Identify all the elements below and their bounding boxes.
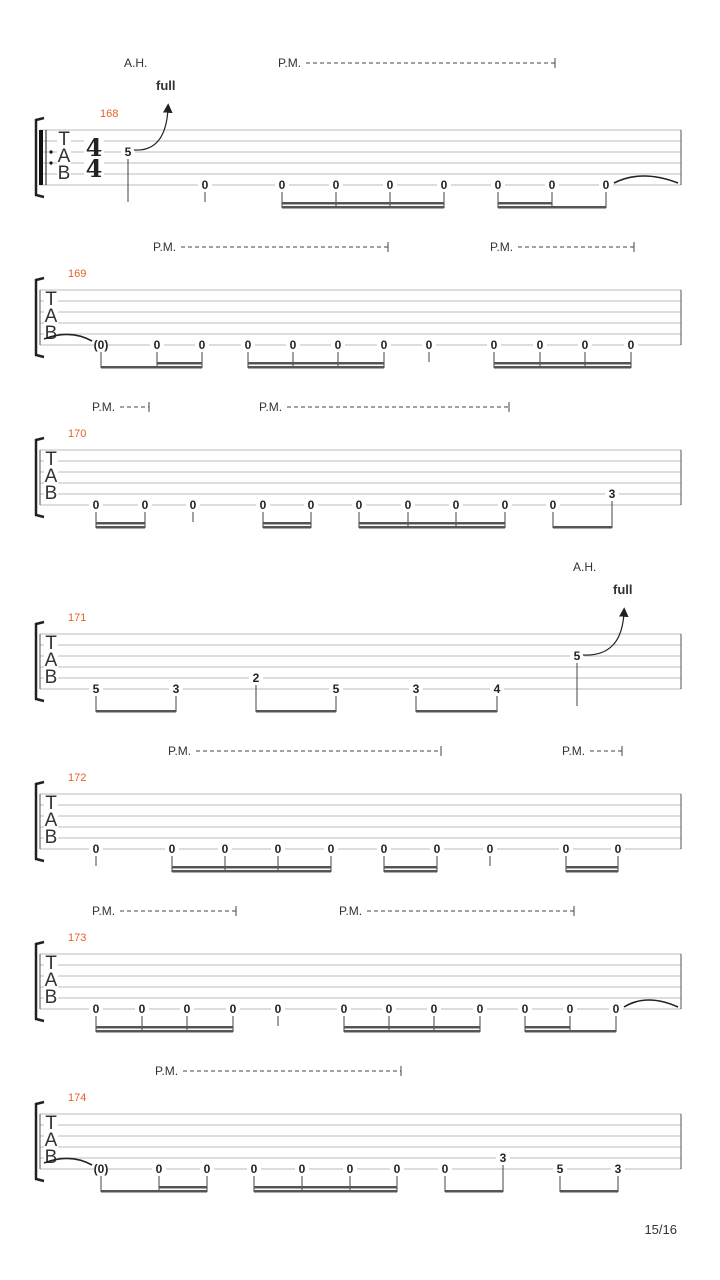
beam-primary — [248, 366, 384, 369]
beam-secondary — [172, 866, 331, 869]
tab-system-174 — [36, 1064, 681, 1193]
beam-primary — [172, 870, 331, 873]
tab-clef-letter: A — [44, 306, 58, 327]
fret-number: 5 — [332, 682, 340, 696]
tie-out-arc — [624, 1000, 678, 1007]
fret-number: 0 — [307, 498, 315, 512]
beam-secondary — [282, 202, 444, 205]
beam-primary — [494, 366, 631, 369]
fret-number: 0 — [189, 498, 197, 512]
beam-primary — [96, 526, 145, 529]
fret-number: 2 — [252, 671, 260, 685]
fret-number: 0 — [536, 338, 544, 352]
tab-clef-letter: B — [44, 827, 58, 848]
fret-number: 0 — [581, 338, 589, 352]
palm-mute-label: P.M. — [155, 1064, 179, 1078]
fret-number: 0 — [259, 498, 267, 512]
fret-number: 0 — [566, 1002, 574, 1016]
beam-secondary — [96, 1026, 233, 1029]
palm-mute-label: P.M. — [168, 744, 192, 758]
beam-secondary — [248, 362, 384, 365]
bend-amount-label: full — [156, 78, 176, 93]
tab-clef-letter: B — [44, 667, 58, 688]
fret-number: 0 — [168, 842, 176, 856]
fret-number: 0 — [430, 1002, 438, 1016]
repeat-thick-bar — [39, 130, 43, 185]
fret-number: 0 — [278, 178, 286, 192]
fret-number: 0 — [433, 842, 441, 856]
fret-number: 0 — [393, 1162, 401, 1176]
tab-clef-letter: A — [44, 1130, 58, 1151]
fret-number: 0 — [440, 178, 448, 192]
beam-secondary — [96, 522, 145, 525]
fret-number: 0 — [332, 178, 340, 192]
artificial-harmonic-label: A.H. — [573, 560, 597, 574]
fret-number: 0 — [562, 842, 570, 856]
beam-secondary — [494, 362, 631, 365]
fret-number: 0 — [92, 1002, 100, 1016]
fret-number: 0 — [380, 842, 388, 856]
beam-secondary — [263, 522, 311, 525]
fret-number: 3 — [172, 682, 180, 696]
fret-number: 0 — [289, 338, 297, 352]
beam-primary — [525, 1030, 570, 1033]
fret-number: 0 — [201, 178, 209, 192]
fret-number: 3 — [412, 682, 420, 696]
tab-system-172 — [36, 744, 681, 873]
tab-clef-letter: T — [45, 793, 57, 814]
fret-number: 0 — [221, 842, 229, 856]
page-number: 15/16 — [644, 1222, 677, 1237]
palm-mute-label: P.M. — [562, 744, 586, 758]
beam-secondary — [525, 1026, 570, 1029]
fret-number: 0 — [203, 1162, 211, 1176]
beam-primary — [560, 1190, 618, 1193]
tab-system-171 — [36, 560, 681, 713]
fret-number: 0 — [250, 1162, 258, 1176]
tab-clef-letter: A — [44, 970, 58, 991]
fret-number: 0 — [92, 842, 100, 856]
beam-secondary — [498, 202, 552, 205]
bend-amount-label: full — [613, 582, 633, 597]
fret-number: 0 — [486, 842, 494, 856]
fret-number: 0 — [340, 1002, 348, 1016]
beam-primary — [282, 206, 444, 209]
measure-number: 172 — [68, 772, 87, 784]
beam-secondary — [384, 866, 437, 869]
tab-clef-letter: T — [45, 633, 57, 654]
fret-number: 0 — [602, 178, 610, 192]
fret-number: 5 — [556, 1162, 564, 1176]
tab-clef-letter: A — [44, 650, 58, 671]
beam-primary — [566, 870, 618, 873]
beam-primary — [157, 366, 202, 369]
beam-primary — [384, 870, 437, 873]
fret-number: 0 — [334, 338, 342, 352]
tab-clef-letter: T — [45, 1113, 57, 1134]
measure-number: 173 — [68, 932, 87, 944]
fret-number: 3 — [614, 1162, 622, 1176]
fret-number: 0 — [452, 498, 460, 512]
time-signature-bottom: 4 — [85, 154, 103, 183]
fret-number: 0 — [404, 498, 412, 512]
measure-number: 170 — [68, 428, 87, 440]
beam-primary — [498, 206, 552, 209]
fret-number: 0 — [198, 338, 206, 352]
measure-number: 169 — [68, 268, 87, 280]
fret-number: 3 — [499, 1151, 507, 1165]
beam-secondary — [359, 522, 505, 525]
fret-number: 0 — [92, 498, 100, 512]
fret-number: 0 — [386, 178, 394, 192]
fret-number: 0 — [441, 1162, 449, 1176]
beam-primary — [359, 526, 505, 529]
palm-mute-label: P.M. — [259, 400, 283, 414]
time-signature-top: 4 — [85, 133, 103, 162]
fret-number: 0 — [614, 842, 622, 856]
beam-primary — [416, 710, 497, 713]
beam-primary — [254, 1190, 397, 1193]
tab-system-173 — [36, 904, 681, 1033]
fret-number: 0 — [380, 338, 388, 352]
fret-number: (0) — [93, 338, 109, 352]
measure-number: 171 — [68, 612, 87, 624]
fret-number: 5 — [124, 145, 132, 159]
fret-number: 0 — [138, 1002, 146, 1016]
fret-number: 0 — [612, 1002, 620, 1016]
fret-number: 5 — [92, 682, 100, 696]
fret-number: 0 — [425, 338, 433, 352]
tab-clef-letter: A — [44, 466, 58, 487]
tab-clef-letter: T — [45, 953, 57, 974]
fret-number: 0 — [298, 1162, 306, 1176]
fret-number: 0 — [385, 1002, 393, 1016]
fret-number: 0 — [244, 338, 252, 352]
fret-number: 0 — [229, 1002, 237, 1016]
beam-secondary — [157, 362, 202, 365]
tab-clef-letter: T — [58, 129, 70, 150]
palm-mute-label: P.M. — [92, 904, 116, 918]
beam-secondary — [254, 1186, 397, 1189]
tab-clef-letter: B — [44, 1147, 58, 1168]
bend-arrow — [134, 108, 168, 150]
beam-primary — [96, 710, 176, 713]
beam-primary — [263, 526, 311, 529]
palm-mute-label: P.M. — [278, 56, 302, 70]
fret-number: 0 — [549, 498, 557, 512]
fret-number: 0 — [355, 498, 363, 512]
palm-mute-label: P.M. — [339, 904, 363, 918]
beam-primary — [344, 1030, 480, 1033]
tab-system-169 — [36, 240, 681, 369]
artificial-harmonic-label: A.H. — [124, 56, 148, 70]
fret-number: 0 — [627, 338, 635, 352]
fret-number: 0 — [155, 1162, 163, 1176]
palm-mute-label: P.M. — [153, 240, 177, 254]
beam-primary — [553, 526, 612, 529]
fret-number: 0 — [501, 498, 509, 512]
beam-secondary — [344, 1026, 480, 1029]
beam-primary — [552, 206, 606, 209]
beam-primary — [96, 1030, 233, 1033]
fret-number: 0 — [141, 498, 149, 512]
fret-number: 0 — [476, 1002, 484, 1016]
fret-number: 5 — [573, 649, 581, 663]
palm-mute-label: P.M. — [490, 240, 514, 254]
tie-out-arc — [614, 176, 678, 183]
tab-clef-letter: A — [57, 146, 71, 167]
beam-primary — [256, 710, 336, 713]
fret-number: 0 — [521, 1002, 529, 1016]
fret-number: 0 — [327, 842, 335, 856]
beam-primary — [445, 1190, 503, 1193]
tab-clef-letter: B — [57, 163, 71, 184]
fret-number: 0 — [548, 178, 556, 192]
fret-number: 0 — [274, 842, 282, 856]
tab-clef-letter: T — [45, 449, 57, 470]
tab-clef-letter: A — [44, 810, 58, 831]
fret-number: 4 — [493, 682, 501, 696]
fret-number: 0 — [346, 1162, 354, 1176]
fret-number: 0 — [494, 178, 502, 192]
tab-clef-letter: B — [44, 987, 58, 1008]
tab-system-168 — [36, 56, 681, 209]
measure-number: 174 — [68, 1092, 87, 1104]
beam-secondary — [159, 1186, 207, 1189]
fret-number: 0 — [153, 338, 161, 352]
beam-secondary — [566, 866, 618, 869]
repeat-dot — [49, 150, 52, 153]
fret-number: (0) — [93, 1162, 109, 1176]
repeat-dot — [49, 161, 52, 164]
measure-number: 168 — [100, 108, 119, 120]
fret-number: 0 — [274, 1002, 282, 1016]
beam-primary — [159, 1190, 207, 1193]
tab-clef-letter: B — [44, 483, 58, 504]
tab-system-170 — [36, 400, 681, 529]
tab-clef-letter: T — [45, 289, 57, 310]
palm-mute-label: P.M. — [92, 400, 116, 414]
tab-clef-letter: B — [44, 323, 58, 344]
fret-number: 0 — [183, 1002, 191, 1016]
fret-number: 0 — [490, 338, 498, 352]
fret-number: 3 — [608, 487, 616, 501]
